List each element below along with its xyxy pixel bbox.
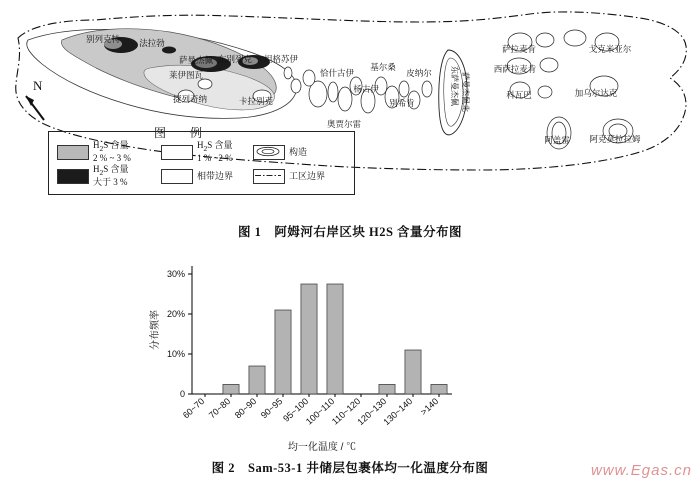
watermark: www.Egas.cn — [590, 462, 692, 479]
x-tick-label: 120~130 — [355, 396, 389, 428]
legend-label-block-boundary: 工区边界 — [289, 170, 326, 181]
legend-label-hs-2-3: $H_2S$ 含量 2 % ~ 3 % — [93, 139, 131, 164]
homogenization-temperature-histogram — [0, 252, 700, 452]
y-tick-label: 0 — [179, 389, 185, 399]
map-legend — [48, 131, 355, 195]
x-tick-label: 110~120 — [329, 396, 363, 427]
legend-item-reef-belt — [161, 164, 253, 188]
y-axis-title: 分布频率 — [150, 310, 161, 350]
map-label: 卡拉别克 — [238, 96, 274, 106]
legend-swatch-structure — [253, 145, 285, 160]
x-axis-title: 均一化温度 / ℃ — [287, 442, 357, 452]
x-tick-label: 80~90 — [232, 396, 259, 421]
histogram-bar — [327, 284, 343, 394]
legend-label-hs-gt3: $H_2S$ 含量 大于 3 % — [93, 163, 129, 188]
legend-item-hs-1-2 — [161, 140, 253, 164]
histogram-bar — [431, 384, 447, 394]
legend-item-block-boundary — [253, 164, 347, 188]
x-tick-label: 90~95 — [258, 396, 285, 421]
legend-swatch-grey — [57, 145, 89, 160]
map-label: 萨拉麦肯 — [501, 44, 537, 54]
legend-item-hs-2-3 — [57, 140, 161, 164]
legend-label-reef-belt: 相带边界 — [197, 170, 234, 181]
figure1-container — [0, 0, 700, 240]
map-label: 法拉勃 — [139, 38, 165, 48]
legend-label-structure: 构造 — [289, 146, 308, 157]
legend-label-hs-1-2: $H_2S$ 含量 1 % ~2 % — [197, 139, 233, 164]
map-label: 西萨拉麦肯 — [493, 64, 537, 74]
map-label: 皮纳尔 — [406, 68, 432, 78]
legend-swatch-black — [57, 169, 89, 184]
figure2-container — [0, 252, 700, 452]
y-tick-label: 20% — [166, 309, 185, 319]
north-arrow-label: N — [33, 78, 43, 93]
legend-swatch-dash — [253, 169, 285, 184]
legend-item-structure — [253, 140, 347, 164]
x-tick-label: 130~140 — [381, 396, 415, 428]
map-label-vertical: 萨曼杰佩北 — [461, 72, 470, 112]
map-label: 别希肯 — [389, 98, 415, 108]
dash-dot-line-icon — [254, 170, 282, 181]
histogram-bar — [249, 366, 265, 394]
x-tick-label: 60~70 — [180, 396, 207, 421]
map-label: 捷列奇纳 — [172, 94, 208, 104]
map-label: 别列克特 — [85, 34, 121, 44]
map-label: 科瓦巴 — [506, 90, 532, 100]
map-label: 戈克米亚尔 — [588, 44, 632, 54]
histogram-bar — [379, 384, 395, 394]
map-label: 莱伊图瓦 — [168, 70, 204, 80]
map-label: 萨曼杰佩 — [178, 55, 214, 65]
legend-title: 图 例 — [150, 124, 212, 141]
y-tick-label: 30% — [166, 269, 185, 279]
legend-swatch-white — [161, 145, 193, 160]
y-tick-label: 10% — [166, 349, 185, 359]
legend-item-hs-gt3 — [57, 164, 161, 188]
map-label: 坦格苏伊 — [263, 54, 299, 64]
figure2-caption: 图 2 Sam-53-1 井储层包裹体均一化温度分布图 — [211, 461, 489, 475]
histogram-bar — [275, 310, 291, 394]
map-label: 奥贾尔雷 — [326, 119, 362, 129]
map-label: 阿克莫拉拉姆 — [589, 134, 641, 144]
x-tick-label: 95~100 — [281, 396, 311, 424]
x-tick-label: 70~80 — [206, 396, 233, 421]
legend-swatch-reef — [161, 169, 193, 184]
map-label-vertical: 东萨曼杰佩 — [450, 66, 459, 106]
structure-icon — [254, 146, 282, 157]
histogram-bar — [405, 350, 421, 394]
histogram-bar — [301, 284, 317, 394]
histogram-bar — [223, 384, 239, 394]
map-label: 加乌尔达克 — [574, 88, 618, 98]
map-label: 东别列克 — [217, 54, 253, 64]
x-tick-label: 100~110 — [303, 396, 337, 427]
map-label: 基尔桑 — [370, 62, 396, 72]
map-label: 阿盖雷 — [544, 135, 570, 145]
x-tick-label: >140 — [418, 396, 441, 418]
figure1-caption: 图 1 阿姆河右岸区块 H2S 含量分布图 — [237, 225, 463, 239]
map-label: 杨古伊 — [353, 84, 379, 94]
map-label: 恰什古伊 — [319, 68, 355, 78]
